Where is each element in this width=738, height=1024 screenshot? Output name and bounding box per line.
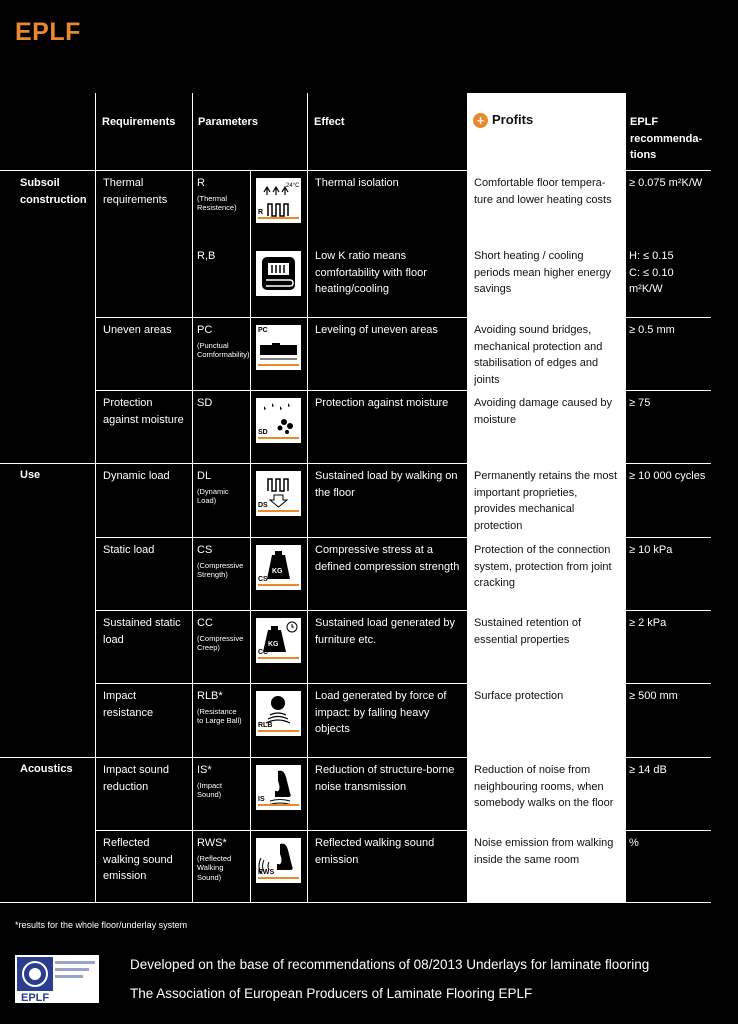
icon-label: CS — [258, 576, 268, 583]
row-profit: Sustained retention of essential properties — [474, 617, 582, 646]
header-eplf-recommendations: EPLF recommenda-tions — [630, 116, 703, 161]
row-eplf-recommendation: H: ≤ 0.15 C: ≤ 0.10 m²K/W — [629, 250, 674, 295]
divider — [95, 390, 711, 391]
icon-underline — [258, 730, 299, 732]
divider — [0, 170, 711, 171]
icon-underline — [258, 804, 299, 806]
divider — [192, 93, 193, 903]
divider — [625, 93, 626, 903]
row-effect: Load generated by force of impact: by falling heavy objects — [315, 690, 447, 735]
row-profit: Avoiding sound bridges, mechanical protection and stabilisation of edges and joints — [474, 324, 603, 386]
row-effect: Sustained load generated by furniture etc. — [315, 617, 456, 646]
parameter-description: (Thermal Resistence) — [197, 193, 237, 212]
header-parameters: Parameters — [198, 116, 258, 128]
group-subsoil: Subsoil construction — [20, 177, 87, 206]
icon-label: PC — [258, 327, 268, 334]
parameter-code: IS* — [197, 764, 212, 776]
row-requirement: Impact resistance — [103, 690, 154, 719]
row-profit: Short heating / cooling periods mean higher energy savings — [474, 250, 611, 295]
row-profit: Avoiding damage caused by moisture — [474, 397, 613, 426]
uneven-surface-icon — [256, 325, 301, 370]
parameter-code: SD — [197, 397, 213, 409]
high-heel-icon — [256, 765, 301, 810]
row-requirement: Thermal requirements — [103, 177, 168, 206]
row-eplf-recommendation: ≥ 14 dB — [629, 764, 667, 776]
divider — [95, 610, 711, 611]
row-parameter — [197, 835, 249, 882]
icon-underline — [258, 364, 299, 366]
eplf-logo — [15, 955, 99, 1003]
row-eplf-recommendation: ≥ 0.5 mm — [629, 324, 675, 336]
parameter-description: (Compressive Strength) — [197, 560, 244, 579]
row-effect: Reflected walking sound emission — [315, 837, 435, 866]
svg-text:KG: KG — [268, 641, 279, 648]
moisture-drops-icon — [256, 398, 301, 443]
row-eplf-recommendation: ≥ 2 kPa — [629, 617, 667, 629]
divider — [307, 93, 308, 903]
row-requirement: Uneven areas — [103, 324, 172, 336]
row-eplf-recommendation: ≥ 0.075 m²K/W — [629, 177, 703, 189]
plus-icon: + — [473, 113, 488, 128]
row-parameter — [197, 542, 249, 580]
row-parameter — [197, 395, 249, 412]
parameter-description: (Compressive Creep) — [197, 633, 244, 652]
icon-label: DS — [258, 502, 268, 509]
row-effect: Reduction of structure-borne noise transmission — [315, 764, 455, 793]
parameter-description: (Impact Sound) — [197, 780, 223, 799]
group-use: Use — [20, 469, 41, 481]
icon-label: R — [258, 209, 264, 216]
row-parameter — [197, 322, 249, 360]
weight-kg-icon — [256, 545, 301, 590]
icon-label: IS — [258, 796, 265, 803]
row-profit: Permanently retains the most important proprieties, provides mechanical protection — [474, 470, 618, 532]
row-requirement: Dynamic load — [103, 470, 170, 482]
footer-line-2: The Association of European Producers of Laminate Flooring EPLF — [130, 986, 533, 1001]
header-effect: Effect — [314, 116, 345, 128]
parameter-code: R — [197, 177, 205, 189]
footnote: *results for the whole floor/underlay system — [15, 920, 188, 930]
header-profits-label: Profits — [492, 112, 534, 127]
icon-label: SD — [258, 429, 268, 436]
row-eplf-recommendation: ≥ 500 mm — [629, 690, 678, 702]
parameter-description: (Dynamic Load) — [197, 486, 229, 505]
row-effect: Sustained load by walking on the floor — [315, 470, 458, 499]
icon-label: CC — [258, 649, 269, 656]
divider — [95, 317, 711, 318]
row-eplf-recommendation: % — [629, 837, 639, 849]
divider — [0, 757, 711, 758]
row-effect: Low K ratio means comfortability with floor heating/cooling — [315, 250, 427, 295]
header-requirements: Requirements — [102, 116, 176, 128]
floor-heating-icon — [256, 251, 301, 296]
icon-underline — [258, 217, 299, 219]
row-profit: Comfortable floor tempera-ture and lower heating costs — [474, 177, 612, 206]
row-profit: Surface protection — [474, 690, 564, 702]
row-requirement: Impact sound reduction — [103, 764, 170, 793]
row-effect: Leveling of uneven areas — [315, 324, 438, 336]
row-parameter — [197, 762, 249, 800]
parameter-code: CC — [197, 617, 213, 629]
parameter-code: RLB* — [197, 690, 223, 702]
parameter-code: R,B — [197, 250, 216, 262]
row-eplf-recommendation: ≥ 75 — [629, 397, 651, 409]
row-eplf-recommendation: ≥ 10 kPa — [629, 544, 673, 556]
icon-underline — [258, 437, 299, 439]
icon-underline — [258, 584, 299, 586]
parameter-code: CS — [197, 544, 213, 556]
row-parameter — [197, 615, 249, 653]
divider — [95, 93, 96, 903]
icon-label: RLB — [258, 722, 273, 729]
icon-underline — [258, 510, 299, 512]
row-requirement: Sustained static load — [103, 617, 181, 646]
row-requirement: Reflected walking sound emission — [103, 837, 173, 882]
parameter-description: (Resistance to Large Ball) — [197, 706, 242, 725]
row-profit: Reduction of noise from neighbouring rooms, when somebody walks on the floor — [474, 764, 614, 809]
svg-text:24°C: 24°C — [286, 183, 300, 189]
header-profits — [473, 112, 533, 129]
parameter-code: DL — [197, 470, 212, 482]
row-profit: Noise emission from walking inside the same room — [474, 837, 614, 866]
icon-underline — [258, 877, 299, 879]
high-heel-reflect-icon — [256, 838, 301, 883]
parameter-description: (Punctual Comformability) — [197, 340, 250, 359]
icon-label: RWS — [258, 869, 275, 876]
divider — [95, 683, 711, 684]
parameter-code: RWS* — [197, 837, 227, 849]
row-parameter — [197, 175, 249, 213]
divider — [95, 830, 711, 831]
row-effect: Compressive stress at a defined compression strength — [315, 544, 460, 573]
row-effect: Protection against moisture — [315, 397, 449, 409]
divider — [0, 463, 711, 464]
svg-text:EPLF: EPLF — [21, 992, 50, 1003]
footer-line-1: Developed on the base of recommendations of 08/2013 Underlays for laminate flooring — [130, 957, 650, 972]
row-profit: Protection of the connection system, protection from joint cracking — [474, 544, 612, 589]
divider — [0, 902, 711, 903]
row-requirement: Static load — [103, 544, 155, 556]
ball-impact-icon — [256, 691, 301, 736]
row-parameter — [197, 248, 249, 265]
group-acoustics: Acoustics — [20, 763, 73, 775]
row-parameter — [197, 468, 249, 506]
icon-underline — [258, 657, 299, 659]
divider — [95, 537, 711, 538]
row-parameter — [197, 688, 249, 726]
parameter-code: PC — [197, 324, 213, 336]
svg-text:KG: KG — [272, 568, 283, 575]
thermal-radiator-icon — [256, 178, 301, 223]
dynamic-load-icon — [256, 471, 301, 516]
row-requirement: Protection against moisture — [103, 397, 184, 426]
row-eplf-recommendation: ≥ 10 000 cycles — [629, 470, 706, 482]
brand-title: EPLF — [15, 18, 81, 46]
parameter-description: (Reflected Walking Sound) — [197, 853, 232, 882]
row-effect: Thermal isolation — [315, 177, 399, 189]
weight-clock-icon — [256, 618, 301, 663]
